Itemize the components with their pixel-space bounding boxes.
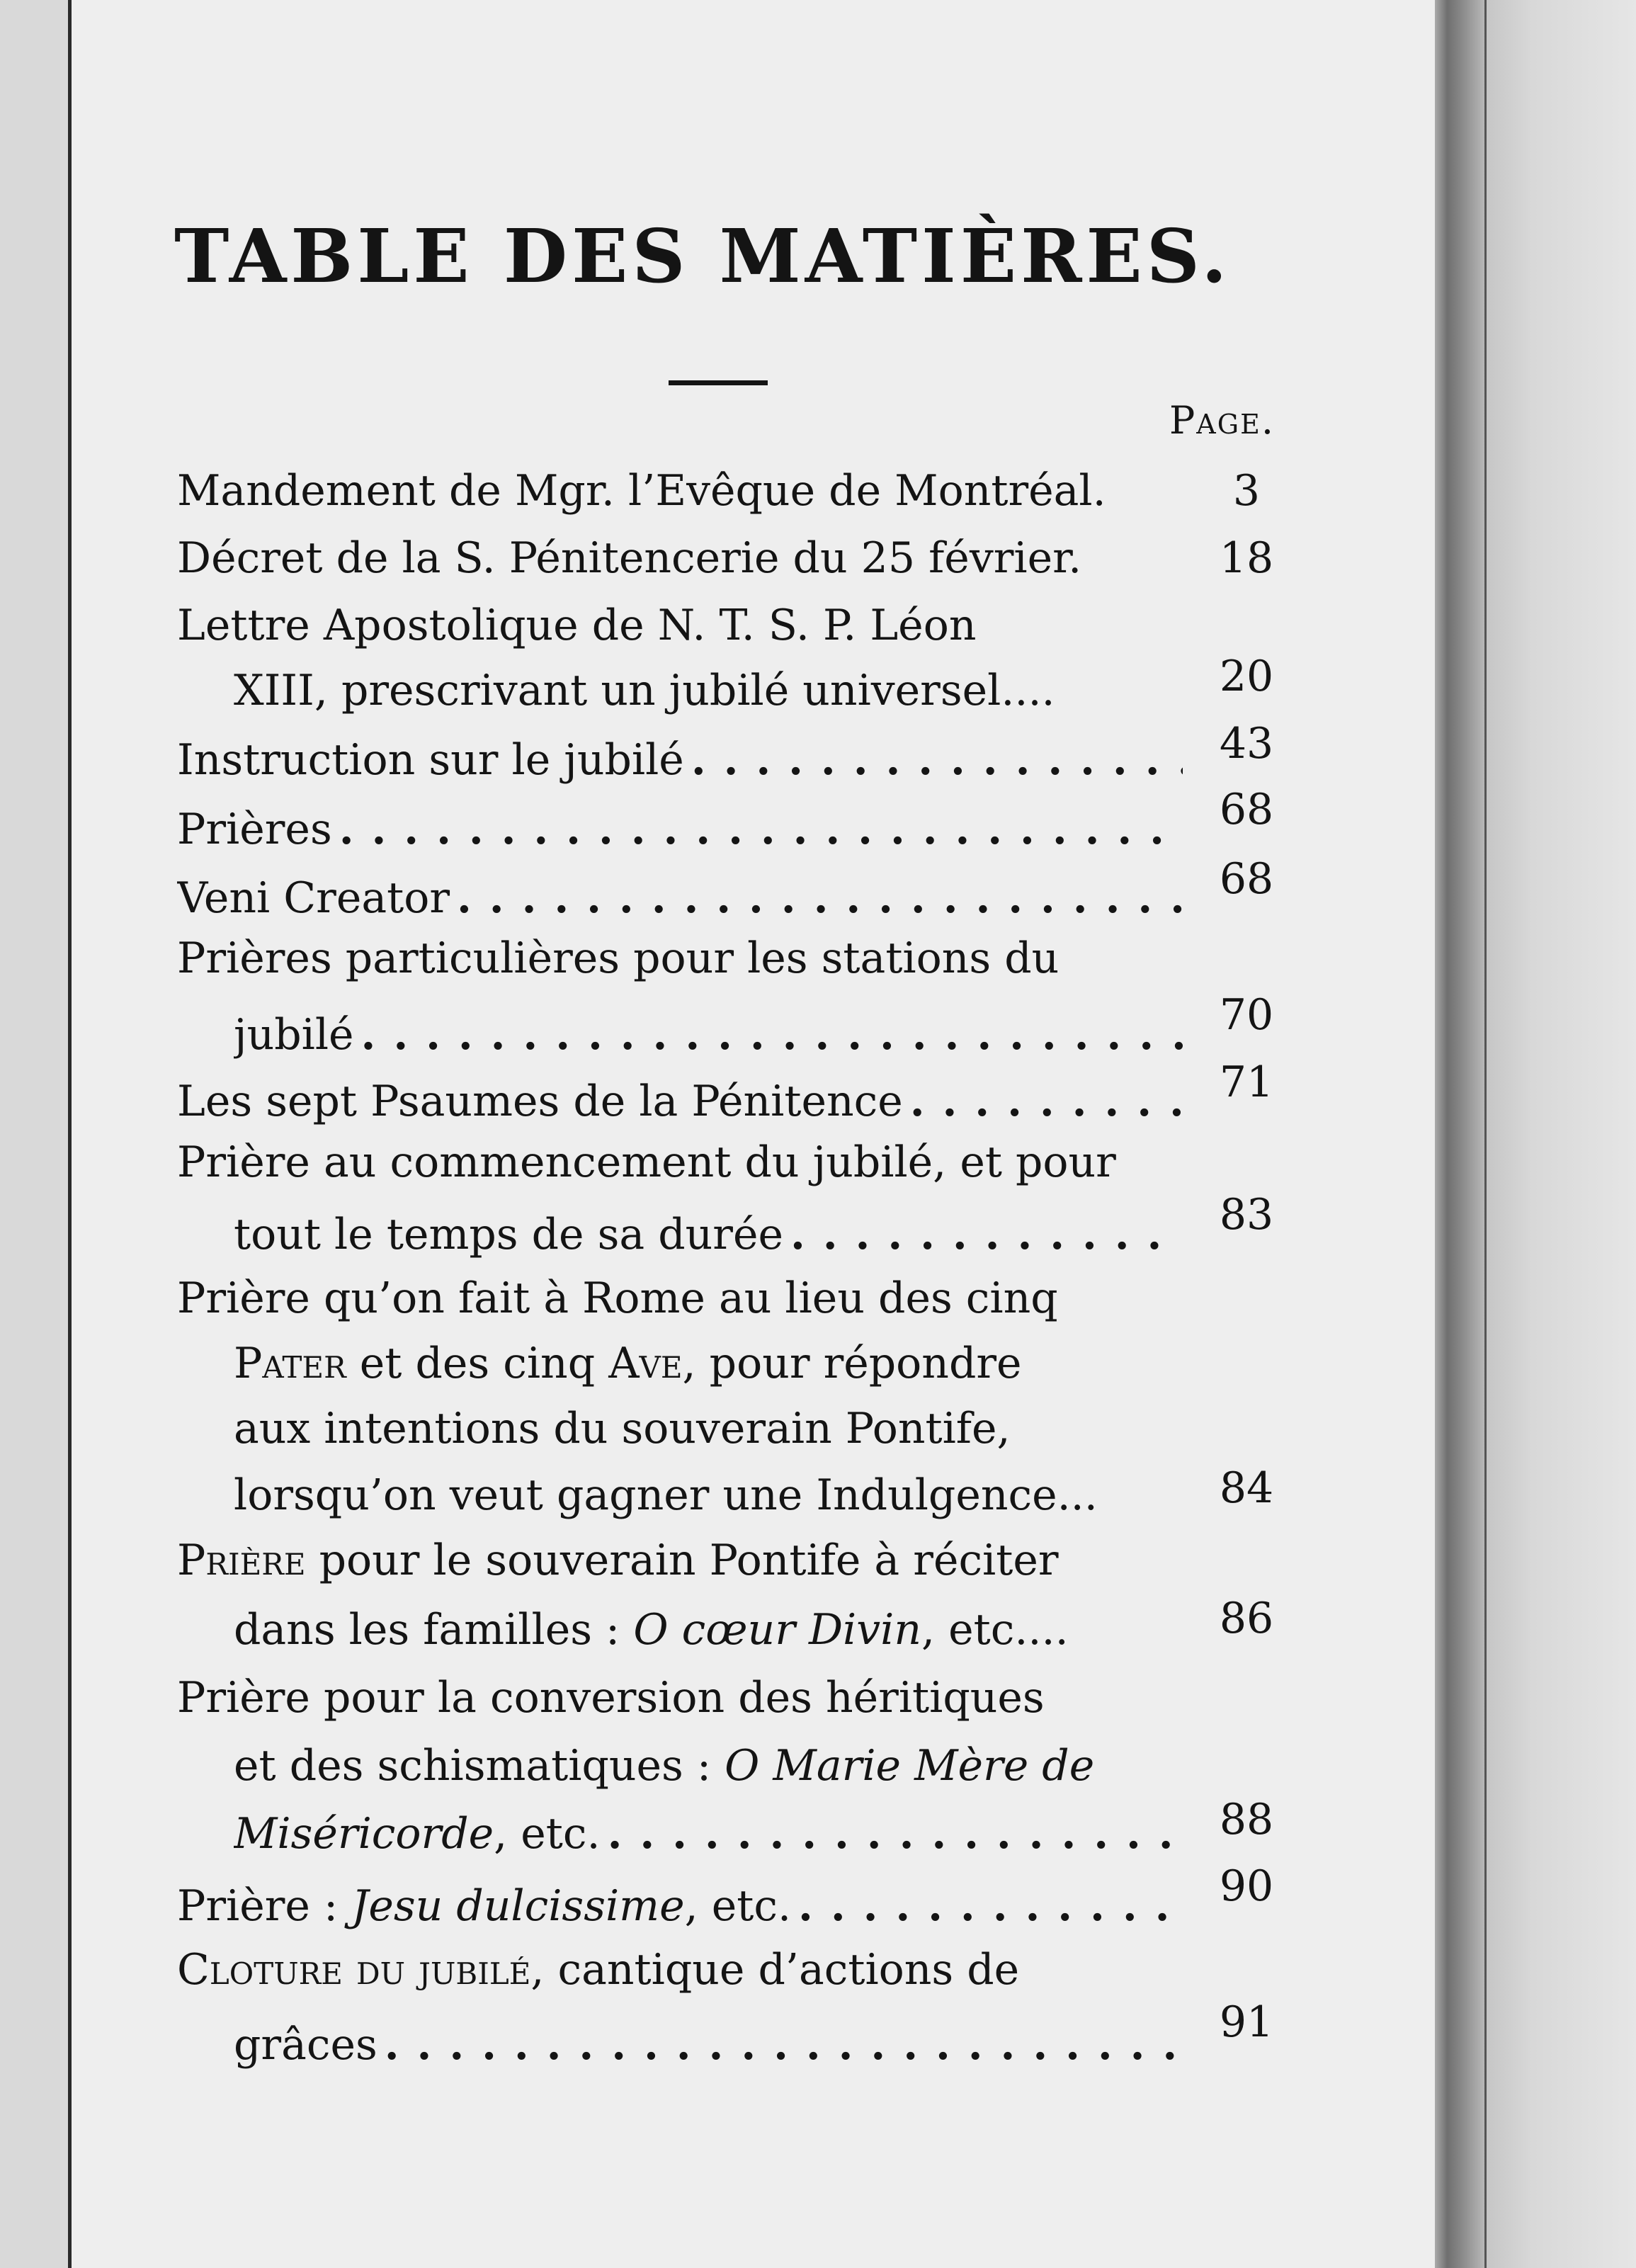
toc-entry-line: Prières . . . bbox=[177, 799, 1183, 860]
toc-page-number: 18 bbox=[1219, 533, 1274, 583]
toc-page-number: 84 bbox=[1219, 1463, 1274, 1513]
toc-entry-line: tout le temps de sa durée . . . bbox=[234, 1204, 1183, 1265]
toc-page-number: 86 bbox=[1219, 1594, 1274, 1643]
small-caps-text: Pater bbox=[234, 1339, 346, 1388]
toc-entry-line: dans les familles : O cœur Divin, etc.... bbox=[234, 1605, 1069, 1655]
toc-page-number: 3 bbox=[1232, 466, 1261, 516]
toc-entry-line: Cloture du jubilé, cantique d’actions de bbox=[177, 1945, 1020, 1995]
toc-page-number: 70 bbox=[1219, 990, 1274, 1040]
dot-leader bbox=[910, 1071, 1183, 1132]
toc-page-number: 71 bbox=[1219, 1058, 1274, 1107]
italic-text: O cœur Divin bbox=[633, 1605, 921, 1655]
toc-entry-line: Les sept Psaumes de la Pénitence . . . bbox=[177, 1071, 1183, 1132]
dot-leader bbox=[608, 1803, 1183, 1864]
toc-entry-line: grâces . . . bbox=[234, 2014, 1183, 2075]
toc-page-number: 91 bbox=[1219, 1997, 1274, 2047]
italic-text: Jesu dulcissime bbox=[351, 1881, 685, 1931]
dot-leader bbox=[790, 1204, 1183, 1265]
toc-page-number: 43 bbox=[1219, 719, 1274, 769]
toc-entry-line: Mandement de Mgr. l’Evêque de Montréal. bbox=[177, 466, 1106, 516]
toc-page-number: 68 bbox=[1219, 785, 1274, 834]
toc-page-number: 68 bbox=[1219, 854, 1274, 904]
toc-entry-line: Prières particulières pour les stations du bbox=[177, 934, 1060, 983]
toc-entry-line: Pater et des cinq Ave, pour répondre bbox=[234, 1339, 1022, 1388]
small-caps-text: Ave bbox=[608, 1339, 683, 1388]
page-title: TABLE DES MATIÈRES. bbox=[174, 212, 1232, 300]
small-caps-text: Prière bbox=[177, 1536, 306, 1585]
small-caps-text: Cloture du jubilé bbox=[177, 1945, 531, 1995]
toc-entry-line: Miséricorde, etc. . . . bbox=[234, 1803, 1183, 1864]
toc-entry-line: Décret de la S. Pénitencerie du 25 février. bbox=[177, 533, 1082, 583]
dot-leader bbox=[339, 799, 1183, 860]
toc-entry-line: XIII, prescrivant un jubilé universel.... bbox=[234, 666, 1055, 715]
italic-text: O Marie Mère de bbox=[725, 1741, 1095, 1791]
toc-entry-line: Prière pour la conversion des héritiques bbox=[177, 1673, 1045, 1723]
toc-entry-line: Lettre Apostolique de N. T. S. P. Léon bbox=[177, 601, 977, 650]
toc-page-number: 88 bbox=[1219, 1795, 1274, 1844]
toc-entry-line: Prière : Jesu dulcissime, etc. . . . bbox=[177, 1876, 1183, 1937]
toc-entry-line: jubilé . . . bbox=[234, 1004, 1183, 1065]
toc-entry-line: Instruction sur le jubilé . . . bbox=[177, 730, 1183, 790]
dot-leader bbox=[798, 1876, 1183, 1937]
toc-entry-line: Veni Creator . . . bbox=[177, 868, 1183, 929]
toc-page-number: 20 bbox=[1219, 652, 1274, 701]
toc-entry-line: Prière au commencement du jubilé, et pour bbox=[177, 1138, 1116, 1187]
toc-entry-line: aux intentions du souverain Pontife, bbox=[234, 1404, 1011, 1453]
toc-entry-line: Prière qu’on fait à Rome au lieu des cinq bbox=[177, 1274, 1058, 1323]
toc-page-number: 83 bbox=[1219, 1190, 1274, 1240]
toc-page-number: 90 bbox=[1219, 1861, 1274, 1911]
dot-leader bbox=[361, 1004, 1183, 1065]
page-column-heading: Page. bbox=[1169, 398, 1275, 443]
toc-entry-line: Prière pour le souverain Pontife à réciter bbox=[177, 1536, 1059, 1585]
dot-leader bbox=[691, 730, 1183, 790]
dot-leader bbox=[385, 2014, 1183, 2075]
italic-text: Miséricorde bbox=[234, 1809, 494, 1859]
dot-leader bbox=[457, 868, 1183, 929]
toc-entry-line: et des schismatiques : O Marie Mère de bbox=[234, 1741, 1095, 1791]
toc-entry-line: lorsqu’on veut gagner une Indulgence... bbox=[234, 1470, 1098, 1520]
